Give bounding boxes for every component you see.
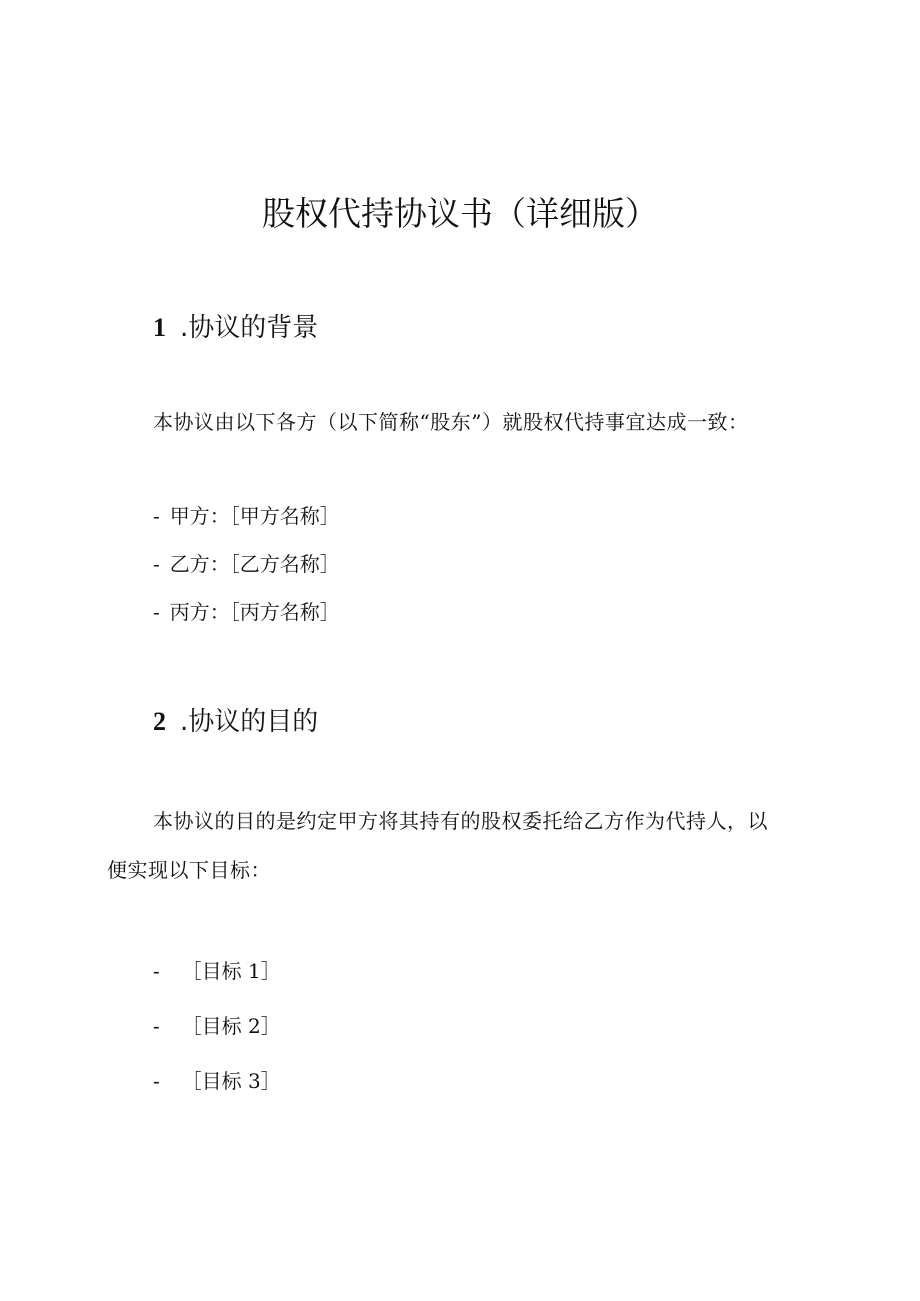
document-title: 股权代持协议书（详细版） xyxy=(262,194,658,233)
goal-item xyxy=(153,1066,281,1097)
list-dash: - xyxy=(153,504,160,528)
goal-text: ［目标 1］ xyxy=(181,959,281,983)
goal-item xyxy=(153,1011,281,1042)
list-dash: - xyxy=(153,1016,160,1038)
section-2-title: .协议的目的 xyxy=(180,707,319,737)
list-dash: - xyxy=(153,552,160,576)
section-1-number: 1 xyxy=(153,313,166,342)
section-2-intro-line1: 本协议的目的是约定甲方将其持有的股权委托给乙方作为代持人，以 xyxy=(153,809,768,833)
list-dash: - xyxy=(153,1071,160,1093)
party-text: 甲方：［甲方名称］ xyxy=(169,504,340,528)
goal-text: ［目标 2］ xyxy=(181,1014,281,1038)
section-2-heading xyxy=(153,704,318,740)
section-1-title: .协议的背景 xyxy=(180,313,319,343)
party-text: 乙方：［乙方名称］ xyxy=(169,552,340,576)
section-2-intro-line2: 便实现以下目标： xyxy=(107,858,271,882)
goal-text: ［目标 3］ xyxy=(181,1069,281,1093)
list-dash: - xyxy=(153,961,160,983)
list-dash: - xyxy=(153,600,160,624)
section-2-number: 2 xyxy=(153,707,166,736)
goal-item xyxy=(153,956,281,987)
party-text: 丙方：［丙方名称］ xyxy=(169,600,340,624)
party-item xyxy=(153,549,340,579)
party-item xyxy=(153,597,340,627)
party-item xyxy=(153,501,340,531)
section-1-heading xyxy=(153,310,318,346)
section-1-intro: 本协议由以下各方（以下简称“股东”）就股权代持事宜达成一致： xyxy=(153,410,749,434)
